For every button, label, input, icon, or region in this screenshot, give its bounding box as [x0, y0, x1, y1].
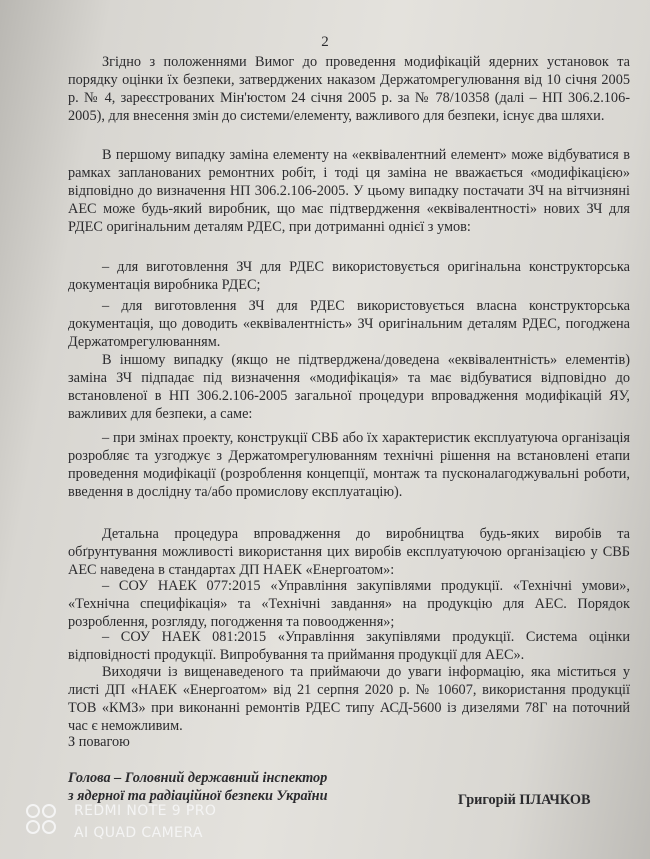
paragraph-conclusion: Виходячи із вищенаведеного та приймаючи до уваги інформацію, яка міститься у листі ДП «НАЕК «Енергоатом» від 21 серпня 2020 р. № 10607, використання продукції ТОВ «КМЗ» при виконанні ремонтів РДЕС типу АСД-5600 із дизелями 78Г на поточний час є неможливим.: [68, 664, 630, 734]
paragraph-detailed-procedure: Детальна процедура впровадження до виробництва будь-яких виробів та обґрунтування можливості використання цих виробів експлуатуючою організацією у СВБ АЕС наведена в стандартах ДП НАЕК «Енергоатом»:: [68, 526, 630, 578]
watermark-camera: AI QUAD CAMERA: [74, 825, 203, 841]
list-item-design-changes: – при змінах проекту, конструкції СВБ або їх характеристик експлуатуюча організація розробляє та узгоджує з Держатомрегулюванням технічні рішення на встановлені етапи проведення модифікації (розроблення концепції, монтаж та пусконалагоджувальні роботи, введення в дослідну та/або промислову експлуатацію).: [68, 430, 630, 500]
watermark-model: REDMI NOTE 9 PRO: [74, 803, 217, 819]
closing-regards: З повагою: [68, 734, 130, 750]
list-item-sou-081: – СОУ НАЕК 081:2015 «Управління закупівлями продукції. Система оцінки відповідності продукції. Випробування та приймання продукції для АЕС».: [68, 629, 630, 663]
signatory-name: Григорій ПЛАЧКОВ: [458, 792, 591, 808]
list-item-original-docs: – для виготовлення ЗЧ для РДЕС використовується оригінальна конструкторська документація виробника РДЕС;: [68, 259, 630, 293]
list-item-sou-077: – СОУ НАЕК 077:2015 «Управління закупівлями продукції. «Технічні умови», «Технічна специфікація» та «Технічні завдання» на продукцію для АЕС. Порядок розроблення, розгляду, погодження та повоодження»;: [68, 578, 630, 630]
camera-lens-icon: [26, 804, 66, 842]
signatory-title-line2: з ядерної та радіаційної безпеки України: [68, 788, 328, 804]
page-number: 2: [321, 34, 329, 50]
signatory-title-line1: Голова – Головний державний інспектор: [68, 770, 328, 786]
paragraph-first-case: В першому випадку заміна елементу на «еквівалентний елемент» може відбуватися в рамках запланованих ремонтних робіт, і тоді ця заміна не вважається «модифікацією» відповідно до визначення НП 306.2.106-2005. У цьому випадку постачати ЗЧ на вітчизняні АЕС може будь-який виробник, що має підтвердження «еквівалентності» нових ЗЧ для РДЕС оригінальним деталям РДЕС, при дотриманні однієї з умов:: [68, 147, 630, 235]
paragraph-second-case: В іншому випадку (якщо не підтверджена/доведена «еквівалентність» елементів) заміна ЗЧ підпадає під визначення «модифікація» та має відбуватися відповідно до встановленої в НП 306.2.106-2005 загальної процедури впровадження модифікацій ЯУ, важливих для безпеки, а саме:: [68, 352, 630, 422]
paragraph-requirements: Згідно з положеннями Вимог до проведення модифікацій ядерних установок та порядку оцінки їх безпеки, затверджених наказом Держатомрегулювання від 10 січня 2005 р. № 4, зареєстрованих Мін'юстом 24 січня 2005 р. за № 78/10358 (далі – НП 306.2.106-2005), для внесення змін до системи/елементу, важливого для безпеки, існує два шляхи.: [68, 54, 630, 124]
list-item-own-docs: – для виготовлення ЗЧ для РДЕС використовується власна конструкторська документація, що доводить «еквівалентність» ЗЧ оригінальним деталям РДЕС, погоджена Держатомрегулюванням.: [68, 298, 630, 350]
